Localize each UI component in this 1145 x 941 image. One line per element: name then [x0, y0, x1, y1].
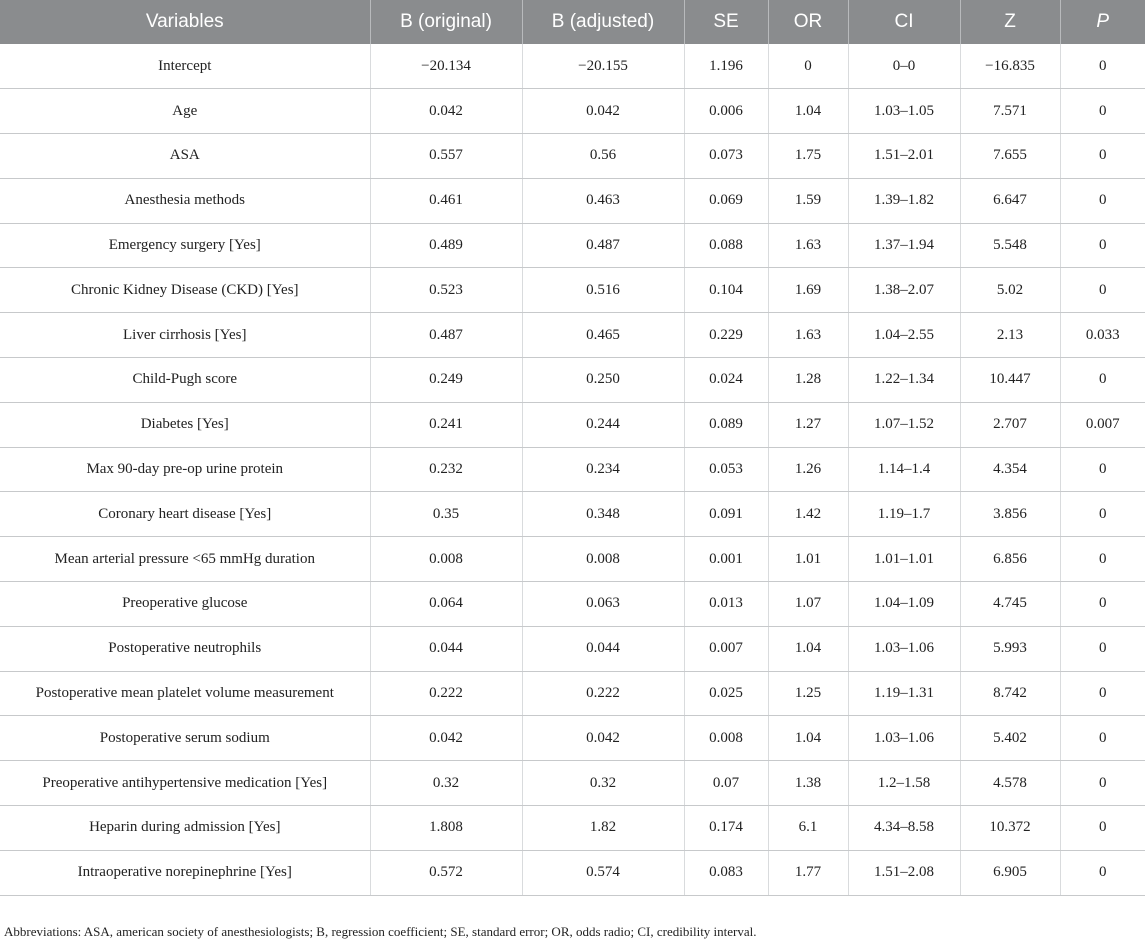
cell-variable: Liver cirrhosis [Yes] — [0, 313, 370, 358]
table-row — [0, 178, 1145, 223]
table-row — [0, 358, 1145, 403]
cell-b-original: 0.572 — [370, 850, 522, 895]
header-variables: Variables — [0, 0, 370, 44]
cell-p: 0 — [1060, 134, 1145, 179]
cell-b-original: 0.044 — [370, 626, 522, 671]
header-se: SE — [684, 0, 768, 44]
table-row — [0, 806, 1145, 851]
cell-ci: 1.04–1.09 — [848, 582, 960, 627]
cell-ci: 1.22–1.34 — [848, 358, 960, 403]
table-row — [0, 537, 1145, 582]
cell-z: 5.02 — [960, 268, 1060, 313]
cell-se: 0.007 — [684, 626, 768, 671]
cell-b-original: −20.134 — [370, 44, 522, 89]
header-z: Z — [960, 0, 1060, 44]
cell-se: 0.024 — [684, 358, 768, 403]
cell-b-original: 0.042 — [370, 89, 522, 134]
cell-z: 10.372 — [960, 806, 1060, 851]
cell-ci: 1.39–1.82 — [848, 178, 960, 223]
cell-or: 1.77 — [768, 850, 848, 895]
cell-ci: 1.2–1.58 — [848, 761, 960, 806]
table-row — [0, 313, 1145, 358]
cell-p: 0 — [1060, 806, 1145, 851]
cell-p: 0 — [1060, 358, 1145, 403]
cell-z: 4.354 — [960, 447, 1060, 492]
cell-b-original: 0.523 — [370, 268, 522, 313]
cell-se: 0.091 — [684, 492, 768, 537]
cell-p: 0 — [1060, 492, 1145, 537]
cell-b-adjusted: 0.348 — [522, 492, 684, 537]
cell-b-adjusted: 0.008 — [522, 537, 684, 582]
cell-z: 7.655 — [960, 134, 1060, 179]
cell-variable: Coronary heart disease [Yes] — [0, 492, 370, 537]
table-row — [0, 268, 1145, 313]
cell-ci: 1.03–1.06 — [848, 626, 960, 671]
cell-or: 1.59 — [768, 178, 848, 223]
cell-se: 0.008 — [684, 716, 768, 761]
cell-or: 1.69 — [768, 268, 848, 313]
cell-z: 6.856 — [960, 537, 1060, 582]
table-row — [0, 671, 1145, 716]
cell-b-original: 0.35 — [370, 492, 522, 537]
cell-variable: Postoperative mean platelet volume measurement — [0, 671, 370, 716]
cell-variable: ASA — [0, 134, 370, 179]
table-row — [0, 89, 1145, 134]
cell-z: 7.571 — [960, 89, 1060, 134]
cell-p: 0 — [1060, 178, 1145, 223]
cell-p: 0 — [1060, 268, 1145, 313]
cell-b-original: 0.064 — [370, 582, 522, 627]
cell-variable: Intercept — [0, 44, 370, 89]
cell-b-original: 0.489 — [370, 223, 522, 268]
cell-b-original: 0.042 — [370, 716, 522, 761]
cell-variable: Anesthesia methods — [0, 178, 370, 223]
cell-z: 8.742 — [960, 671, 1060, 716]
cell-se: 1.196 — [684, 44, 768, 89]
header-b-original: B (original) — [370, 0, 522, 44]
cell-p: 0 — [1060, 537, 1145, 582]
cell-b-adjusted: 0.234 — [522, 447, 684, 492]
cell-or: 1.28 — [768, 358, 848, 403]
cell-z: 5.548 — [960, 223, 1060, 268]
cell-or: 1.27 — [768, 402, 848, 447]
cell-variable: Postoperative serum sodium — [0, 716, 370, 761]
table-row — [0, 402, 1145, 447]
cell-b-original: 0.32 — [370, 761, 522, 806]
cell-b-original: 0.222 — [370, 671, 522, 716]
cell-ci: 1.07–1.52 — [848, 402, 960, 447]
cell-or: 1.25 — [768, 671, 848, 716]
cell-variable: Intraoperative norepinephrine [Yes] — [0, 850, 370, 895]
table-row — [0, 223, 1145, 268]
cell-se: 0.07 — [684, 761, 768, 806]
table-row — [0, 44, 1145, 89]
cell-se: 0.025 — [684, 671, 768, 716]
cell-se: 0.104 — [684, 268, 768, 313]
cell-or: 1.04 — [768, 89, 848, 134]
cell-ci: 1.51–2.08 — [848, 850, 960, 895]
cell-p: 0 — [1060, 671, 1145, 716]
cell-b-adjusted: 0.465 — [522, 313, 684, 358]
cell-ci: 1.03–1.05 — [848, 89, 960, 134]
cell-b-original: 0.241 — [370, 402, 522, 447]
cell-or: 0 — [768, 44, 848, 89]
cell-or: 6.1 — [768, 806, 848, 851]
cell-or: 1.26 — [768, 447, 848, 492]
cell-or: 1.04 — [768, 626, 848, 671]
cell-z: −16.835 — [960, 44, 1060, 89]
cell-variable: Postoperative neutrophils — [0, 626, 370, 671]
cell-z: 4.578 — [960, 761, 1060, 806]
cell-b-adjusted: 0.32 — [522, 761, 684, 806]
cell-z: 2.13 — [960, 313, 1060, 358]
cell-p: 0.007 — [1060, 402, 1145, 447]
header-or: OR — [768, 0, 848, 44]
cell-variable: Diabetes [Yes] — [0, 402, 370, 447]
table-row — [0, 134, 1145, 179]
cell-ci: 1.37–1.94 — [848, 223, 960, 268]
cell-p: 0 — [1060, 44, 1145, 89]
header-p: P — [1060, 0, 1145, 44]
cell-p: 0 — [1060, 223, 1145, 268]
cell-p: 0 — [1060, 582, 1145, 627]
cell-ci: 1.04–2.55 — [848, 313, 960, 358]
cell-or: 1.01 — [768, 537, 848, 582]
cell-b-original: 0.461 — [370, 178, 522, 223]
cell-se: 0.088 — [684, 223, 768, 268]
cell-variable: Emergency surgery [Yes] — [0, 223, 370, 268]
cell-z: 5.402 — [960, 716, 1060, 761]
cell-se: 0.229 — [684, 313, 768, 358]
cell-b-adjusted: 0.222 — [522, 671, 684, 716]
cell-z: 6.905 — [960, 850, 1060, 895]
cell-b-original: 0.487 — [370, 313, 522, 358]
cell-se: 0.053 — [684, 447, 768, 492]
cell-p: 0 — [1060, 850, 1145, 895]
cell-se: 0.073 — [684, 134, 768, 179]
cell-se: 0.013 — [684, 582, 768, 627]
cell-variable: Preoperative glucose — [0, 582, 370, 627]
table-row — [0, 447, 1145, 492]
cell-ci: 1.19–1.7 — [848, 492, 960, 537]
cell-b-original: 0.249 — [370, 358, 522, 403]
cell-b-adjusted: 0.044 — [522, 626, 684, 671]
cell-or: 1.75 — [768, 134, 848, 179]
table-row — [0, 761, 1145, 806]
footnote: Abbreviations: ASA, american society of anesthesiologists; B, regression coefficient; SE, standard error; OR, odds radio; CI, credibility interval. — [4, 924, 757, 939]
cell-p: 0 — [1060, 761, 1145, 806]
cell-variable: Child-Pugh score — [0, 358, 370, 403]
table-header — [0, 0, 1145, 44]
cell-variable: Preoperative antihypertensive medication [Yes] — [0, 761, 370, 806]
cell-p: 0 — [1060, 626, 1145, 671]
cell-p: 0 — [1060, 89, 1145, 134]
table-row — [0, 716, 1145, 761]
cell-or: 1.07 — [768, 582, 848, 627]
cell-se: 0.069 — [684, 178, 768, 223]
cell-p: 0.033 — [1060, 313, 1145, 358]
cell-or: 1.63 — [768, 223, 848, 268]
cell-b-adjusted: 1.82 — [522, 806, 684, 851]
table-row — [0, 582, 1145, 627]
cell-ci: 1.14–1.4 — [848, 447, 960, 492]
cell-b-adjusted: 0.463 — [522, 178, 684, 223]
cell-b-adjusted: 0.063 — [522, 582, 684, 627]
cell-p: 0 — [1060, 716, 1145, 761]
cell-z: 2.707 — [960, 402, 1060, 447]
cell-z: 10.447 — [960, 358, 1060, 403]
cell-ci: 1.38–2.07 — [848, 268, 960, 313]
table-row — [0, 492, 1145, 537]
cell-b-original: 0.232 — [370, 447, 522, 492]
cell-z: 4.745 — [960, 582, 1060, 627]
cell-b-adjusted: 0.250 — [522, 358, 684, 403]
cell-b-adjusted: 0.244 — [522, 402, 684, 447]
cell-z: 6.647 — [960, 178, 1060, 223]
cell-b-adjusted: 0.042 — [522, 716, 684, 761]
cell-ci: 1.01–1.01 — [848, 537, 960, 582]
cell-ci: 4.34–8.58 — [848, 806, 960, 851]
cell-b-adjusted: 0.487 — [522, 223, 684, 268]
table-row — [0, 626, 1145, 671]
header-ci: CI — [848, 0, 960, 44]
cell-or: 1.42 — [768, 492, 848, 537]
cell-variable: Age — [0, 89, 370, 134]
cell-se: 0.083 — [684, 850, 768, 895]
cell-b-adjusted: −20.155 — [522, 44, 684, 89]
cell-ci: 1.51–2.01 — [848, 134, 960, 179]
cell-se: 0.174 — [684, 806, 768, 851]
table-row — [0, 850, 1145, 895]
cell-b-adjusted: 0.56 — [522, 134, 684, 179]
cell-b-adjusted: 0.042 — [522, 89, 684, 134]
cell-b-adjusted: 0.574 — [522, 850, 684, 895]
cell-se: 0.006 — [684, 89, 768, 134]
cell-b-original: 0.008 — [370, 537, 522, 582]
table-body — [0, 44, 1145, 895]
cell-se: 0.089 — [684, 402, 768, 447]
header-row — [0, 0, 1145, 44]
cell-variable: Heparin during admission [Yes] — [0, 806, 370, 851]
cell-or: 1.38 — [768, 761, 848, 806]
cell-z: 3.856 — [960, 492, 1060, 537]
cell-b-original: 0.557 — [370, 134, 522, 179]
cell-se: 0.001 — [684, 537, 768, 582]
header-b-adjusted: B (adjusted) — [522, 0, 684, 44]
cell-ci: 1.19–1.31 — [848, 671, 960, 716]
cell-b-adjusted: 0.516 — [522, 268, 684, 313]
cell-or: 1.04 — [768, 716, 848, 761]
cell-ci: 1.03–1.06 — [848, 716, 960, 761]
cell-variable: Max 90-day pre-op urine protein — [0, 447, 370, 492]
cell-b-original: 1.808 — [370, 806, 522, 851]
cell-ci: 0–0 — [848, 44, 960, 89]
cell-variable: Chronic Kidney Disease (CKD) [Yes] — [0, 268, 370, 313]
cell-p: 0 — [1060, 447, 1145, 492]
cell-z: 5.993 — [960, 626, 1060, 671]
cell-variable: Mean arterial pressure <65 mmHg duration — [0, 537, 370, 582]
cell-or: 1.63 — [768, 313, 848, 358]
